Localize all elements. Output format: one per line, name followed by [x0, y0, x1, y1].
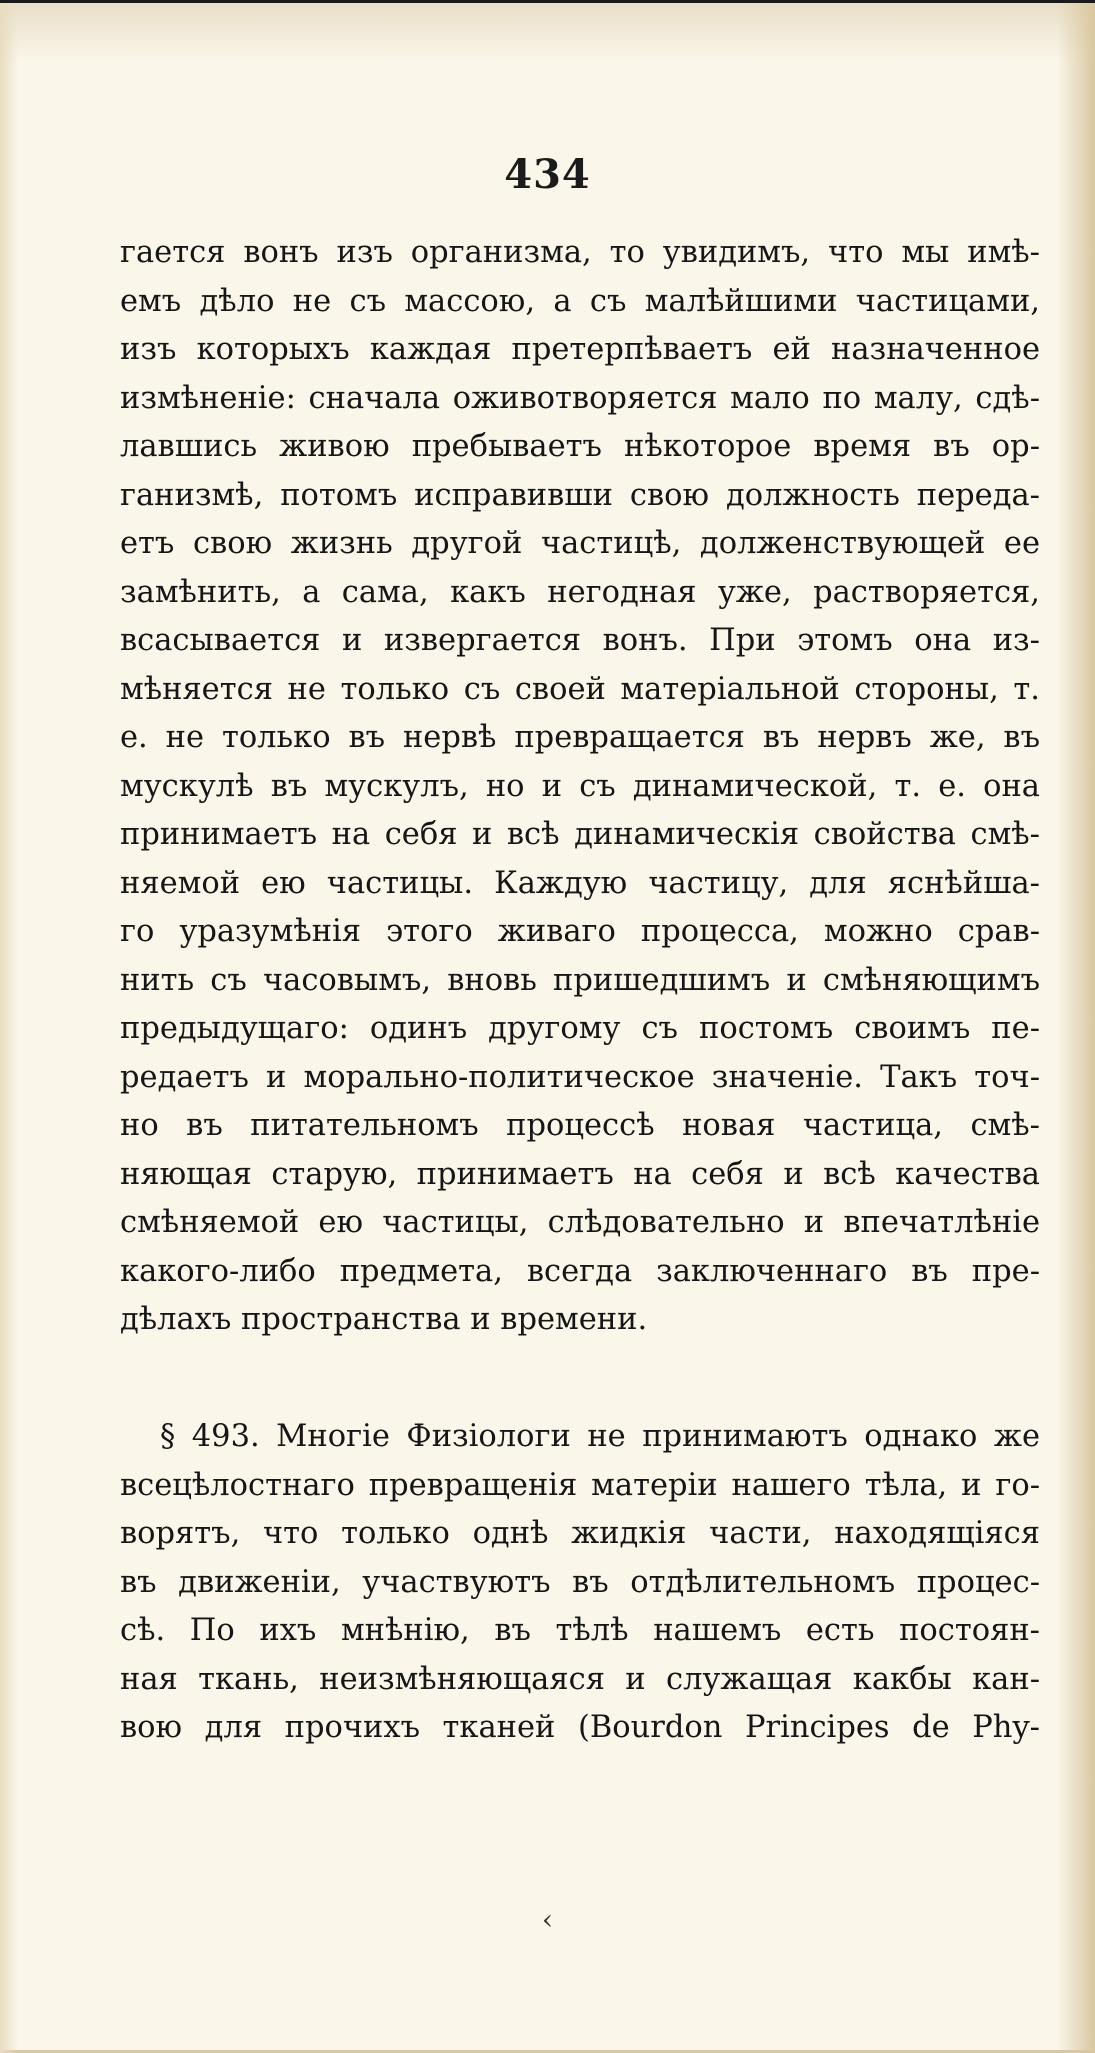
text-line: предыдущаго: одинъ другому съ постомъ своимъ пе-: [120, 1011, 1040, 1046]
page-right-edge: [1057, 3, 1095, 2053]
text-line: ная ткань, неизмѣняющаяся и служащая какбы кан-: [120, 1661, 1040, 1697]
text-line: етъ свою жизнь другой частицѣ, долженствующей ее: [120, 526, 1040, 561]
text-line: нить съ часовымъ, вновь пришедшимъ и смѣняющимъ: [120, 962, 1040, 998]
text-line: няемой ею частицы. Каждую частицу, для яснѣйша-: [120, 865, 1040, 901]
text-line: го уразумѣнія этого живаго процесса, можно срав-: [120, 914, 1040, 949]
text-line: гается вонъ изъ организма, то увидимъ, что мы имѣ-: [120, 235, 1040, 270]
text-line: емъ дѣло не съ массою, а съ малѣйшими частицами,: [120, 283, 1040, 319]
text-line: замѣнить, а сама, какъ негодная уже, растворяется,: [120, 574, 1040, 610]
text-line: мѣняется не только съ своей матеріальной стороны, т.: [120, 671, 1040, 707]
text-line: но въ питательномъ процессѣ новая частица, смѣ-: [120, 1108, 1040, 1143]
text-line: смѣняемой ею частицы, слѣдовательно и впечатлѣніе: [120, 1205, 1040, 1240]
text-line: принимаетъ на себя и всѣ динамическія свойства смѣ-: [120, 817, 1040, 852]
page-top-shade: [0, 3, 1095, 63]
text-line: въ движеніи, участвуютъ въ отдѣлительномъ процес-: [120, 1564, 1040, 1600]
text-line: всецѣлостнаго превращенія матеріи нашего тѣла, и го-: [120, 1467, 1040, 1503]
text-line: § 493. Многіе Физіологи не принимаютъ однако же: [160, 1419, 1040, 1454]
page-number: 434: [504, 151, 591, 198]
footer-signature-mark: ‹: [541, 1903, 554, 1936]
text-line: какого-либо предмета, всегда заключеннаго въ пре-: [120, 1253, 1040, 1289]
text-line: измѣненіе: сначала оживотворяется мало по малу, сдѣ-: [120, 380, 1040, 416]
text-line: ворятъ, что только однѣ жидкія части, находящіяся: [120, 1516, 1040, 1551]
text-line: дѣлахъ пространства и времени.: [120, 1302, 648, 1337]
text-line: няющая старую, принимаетъ на себя и всѣ качества: [120, 1156, 1040, 1192]
text-line: вою для прочихъ тканей (Bourdon Principes de Phy-: [120, 1710, 1040, 1745]
text-line: редаетъ и морально-политическое значеніе. Такъ точ-: [120, 1059, 1040, 1095]
text-line: е. не только въ нервѣ превращается въ нервъ же, въ: [120, 720, 1040, 755]
text-line: сѣ. По ихъ мнѣнію, въ тѣлѣ нашемъ есть постоян-: [120, 1613, 1040, 1648]
paragraph-1: [120, 229, 1040, 1345]
page-left-edge: [0, 3, 18, 2053]
paragraph-2: [120, 1413, 1040, 1753]
text-line: изъ которыхъ каждая претерпѣваетъ ей назначенное: [120, 332, 1040, 367]
text-line: лавшись живою пребываетъ нѣкоторое время въ ор-: [120, 429, 1040, 464]
text-line: мускулѣ въ мускулъ, но и съ динамической, т. е. она: [120, 768, 1040, 804]
text-line: ганизмѣ, потомъ исправивши свою должность переда-: [120, 477, 1040, 513]
text-line: всасывается и извергается вонъ. При этомъ она из-: [120, 623, 1040, 658]
